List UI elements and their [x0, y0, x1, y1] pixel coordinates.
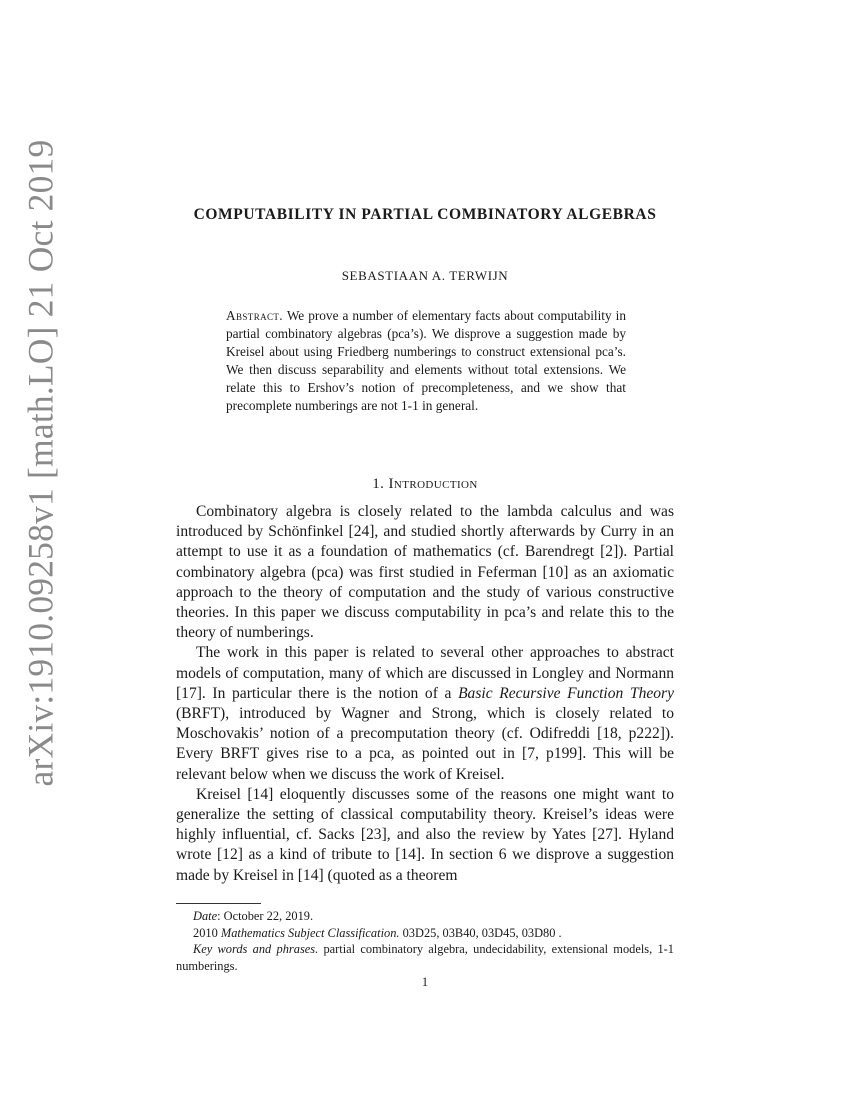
paragraph-1: Combinatory algebra is closely related to the lambda calculus and was introduced by Schönfinkel [24], and studied shortly afterwards by Curry in an attempt to use it as a foundation of mathematics (cf. Barendregt [2]). Partial combinatory algebra (pca) was first studied in Feferman [10] as an axiomatic approach to the theory of computation and the study of various constructive theories. In this paper we discuss computability in pca’s and relate this to the theory of numberings.	[176, 503, 674, 642]
paper-title: COMPUTABILITY IN PARTIAL COMBINATORY ALGEBRAS	[193, 206, 657, 223]
paragraph-3: Kreisel [14] eloquently discusses some of the reasons one might want to generalize the setting of classical computability theory. Kreisel’s ideas were highly influential, cf. Sacks [23], and also the review by Yates [27]. Hyland wrote [12] as a kind of tribute to [14]. In section 6 we disprove a suggestion made by Kreisel in [14] (quoted as a theorem	[176, 785, 674, 884]
abstract-heading: Abstract.	[226, 308, 284, 323]
section-heading	[176, 476, 674, 493]
footnote-keywords	[176, 941, 674, 974]
section-number: 1.	[372, 476, 385, 492]
msc-label: Mathematics Subject Classification.	[220, 925, 400, 940]
abstract-text: We prove a number of elementary facts about computability in partial combinatory algebras (pca’s). We disprove a suggestion made by Kreisel about using Friedberg numberings to construct extensional pca’s. We then discuss separability and elements without total extensions. We relate this to Ershov’s notion of precompleteness, and we show that precomplete numberings are not 1-1 in general.	[226, 308, 626, 414]
footnote-divider	[176, 903, 261, 904]
keywords-label: Key words and phrases.	[193, 942, 319, 956]
footnote-date	[176, 908, 674, 925]
arxiv-side-stamp	[18, 139, 62, 787]
arxiv-identifier: arXiv:1910.09258v1 [math.LO] 21 Oct 2019	[20, 139, 60, 787]
author-name: SEBASTIAAN A. TERWIJN	[341, 268, 509, 283]
footnote-msc	[176, 925, 674, 942]
paragraph-2-emphasis: Basic Recursive Function Theory	[458, 684, 674, 702]
paragraph-2-part-2: (BRFT), introduced by Wagner and Strong, which is closely related to Moschovakis’ notion of a precomputation theory (cf. Odifreddi [18, p222]). Every BRFT gives rise to a pca, as pointed out in [7, p199]. This will be relevant below when we discuss the work of Kreisel.	[176, 705, 674, 783]
msc-value: 03D25, 03B40, 03D45, 03D80 .	[399, 925, 562, 940]
section-title: Introduction	[388, 476, 478, 492]
abstract	[226, 307, 626, 416]
msc-year: 2010	[193, 925, 221, 940]
page-number: 1	[421, 975, 429, 989]
keywords-value: partial combinatory algebra, undecidability, extensional models, 1-1 numberings.	[176, 942, 674, 973]
date-label: Date	[193, 909, 218, 923]
paragraph-2-part-1: The work in this paper is related to several other approaches to abstract models of computation, many of which are discussed in Longley and Normann [17]. In particular there is the notion of a	[176, 644, 674, 702]
paragraph-2	[176, 643, 674, 784]
body-text	[176, 502, 674, 886]
date-value: : October 22, 2019.	[217, 909, 314, 923]
footnotes	[176, 908, 674, 974]
